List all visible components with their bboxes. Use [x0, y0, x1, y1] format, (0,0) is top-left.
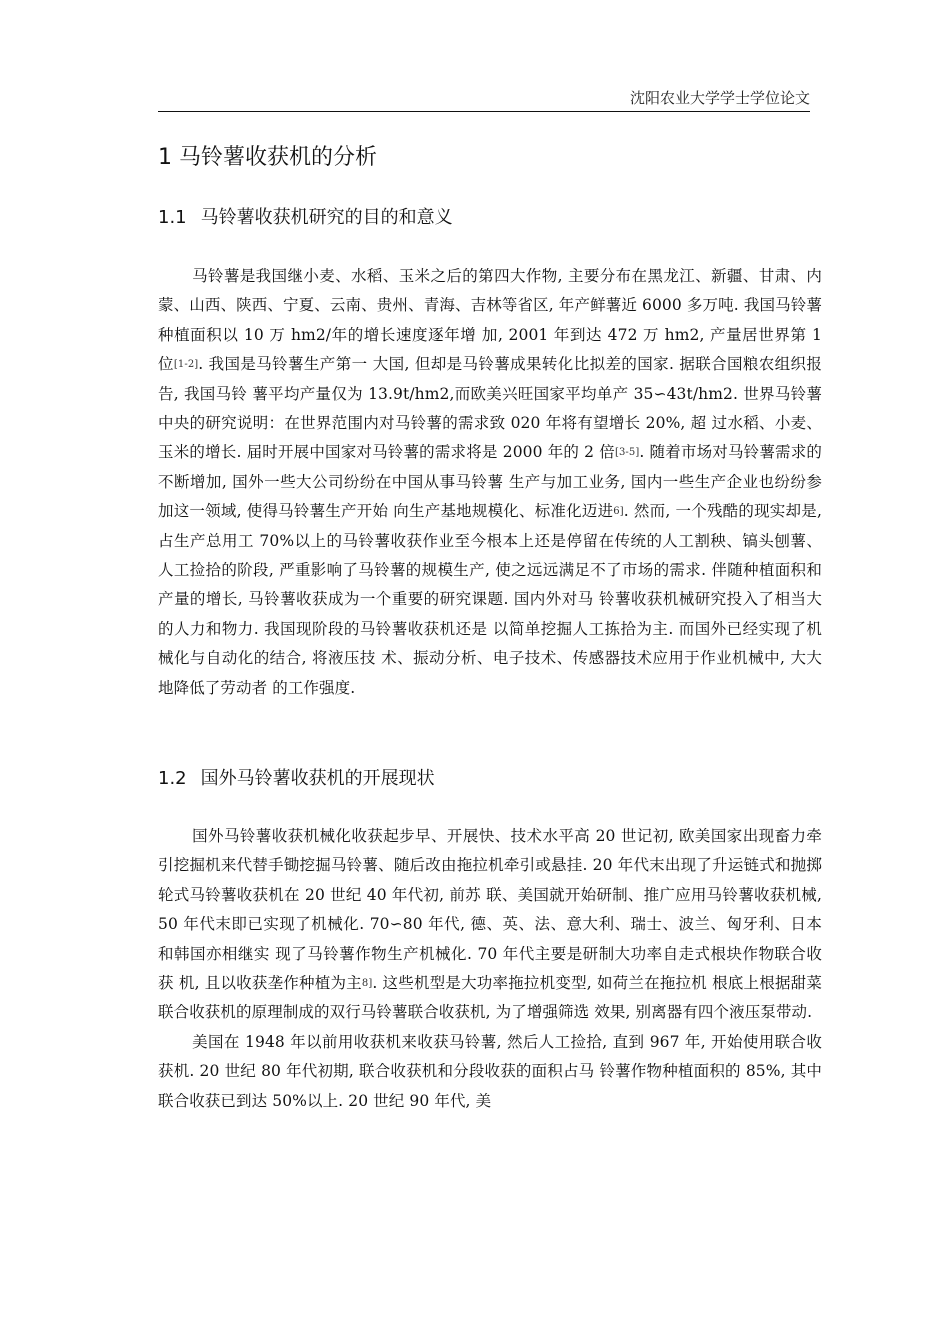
section-heading-1-1: [158, 204, 453, 232]
section-body-1-2: [158, 822, 822, 1116]
section-number: 1.2: [158, 768, 187, 789]
citation-ref: [3-5]: [614, 447, 640, 459]
text-run: . 这些机型是大功率拖拉机变型, 如荷兰在拖拉机 根底上根据甜菜联合收获机的原理制成的双行马铃薯联合收获机, 为了增强筛选 效果, 别离器有四个液压泵带动.: [158, 974, 822, 1022]
section-body-1-1: [158, 262, 822, 703]
text-run: 美国在 1948 年以前用收获机来收获马铃薯, 然后人工捡拾, 直到 967 年, 开始使用联合收获机. 20 世纪 80 年代初期, 联合收获机和分段收获的面积占马 铃薯作物种植面积的 85%, 其中联合收获已到达 50%以上. 20 世纪 90 年代, 美: [158, 1032, 822, 1110]
section-heading-1-2: [158, 765, 435, 793]
section-title-text: 马铃薯收获机研究的目的和意义: [200, 207, 453, 228]
citation-ref: 8]: [361, 978, 373, 990]
paragraph: [158, 822, 822, 1028]
citation-ref: 6]: [613, 506, 624, 518]
chapter-title: 1 马铃薯收获机的分析: [158, 145, 377, 170]
section-number: 1.1: [158, 207, 187, 228]
text-run: 国外马铃薯收获机械化收获起步早、开展快、技术水平高 20 世记初, 欧美国家出现畜力牵引挖掘机来代替手锄挖掘马铃薯、随后改由拖拉机牵引或悬挂. 20 年代末出现了升运链式和抛掷轮式马铃薯收获机在 20 世纪 40 年代初, 前苏 联、美国就开始研制、推广应用马铃薯收获机械, 50 年代末即已实现了机械化. 70∽80 年代, 德、英、法、意大利、瑞士、波兰、匈牙利、日本和韩国亦相继实 现了马铃薯作物生产机械化. 70 年代主要是研制大功率自走式根块作物联合收获 机, 且以收获垄作种植为主: [158, 827, 822, 993]
paragraph: [158, 1028, 822, 1116]
citation-ref: [1-2]: [173, 359, 199, 371]
text-run: 马铃薯是我国继小麦、水稻、玉米之后的第四大作物, 主要分布在黑龙江、新疆、甘肃、内蒙、山西、陕西、宁夏、云南、贵州、青海、吉林等省区, 年产鲜薯近 6000 多万吨. 我国马铃薯种植面积以 10 万 hm2/年的增长速度逐年增 加, 2001 年到达 472 万 hm2, 产量居世界第 1 位: [158, 267, 822, 374]
text-run: . 我国是马铃薯生产第一 大国, 但却是马铃薯成果转化比拟差的国家. 据联合国粮农组织报告, 我国马铃 薯平均产量仅为 13.9t/hm2,而欧美兴旺国家平均单产 35∽43t/hm2. 世界马铃薯 中央的研究说明：在世界范围内对马铃薯的需求致 020 年将有望增长 20%, 超 过水稻、小麦、玉米的增长. 届时开展中国家对马铃薯的需求将是 2000 年的 2 倍: [158, 355, 822, 462]
header-rule: [158, 111, 810, 112]
running-header: 沈阳农业大学学士学位论文: [629, 89, 810, 107]
text-run: . 随着市场对马铃薯需求的不断增加, 国外一些大公司纷纷在中国从事马铃薯 生产与加工业务, 国内一些生产企业也纷纷参加这一领域, 使得马铃薯生产开始 向生产基地规模化、标准化迈进: [158, 443, 823, 521]
section-title-text: 国外马铃薯收获机的开展现状: [200, 768, 435, 789]
paragraph: [158, 262, 822, 703]
text-run: . 然而, 一个残酷的现实却是, 占生产总用工 70%以上的马铃薯收获作业至今根本上还是停留在传统的人工割秧、镐头刨薯、 人工捡拾的阶段, 严重影响了马铃薯的规模生产, 使之远远满足不了市场的需求. 伴随种植面积和产量的增长, 马铃薯收获成为一个重要的研究课题. 国内外对马 铃薯收获机械研究投入了相当大的人力和物力. 我国现阶段的马铃薯收获机还是 以简单挖掘人工拣拾为主. 而国外已经实现了机械化与自动化的结合, 将液压技 术、振动分析、电子技术、传感器技术应用于作业机械中, 大大地降低了劳动者 的工作强度.: [158, 502, 822, 697]
